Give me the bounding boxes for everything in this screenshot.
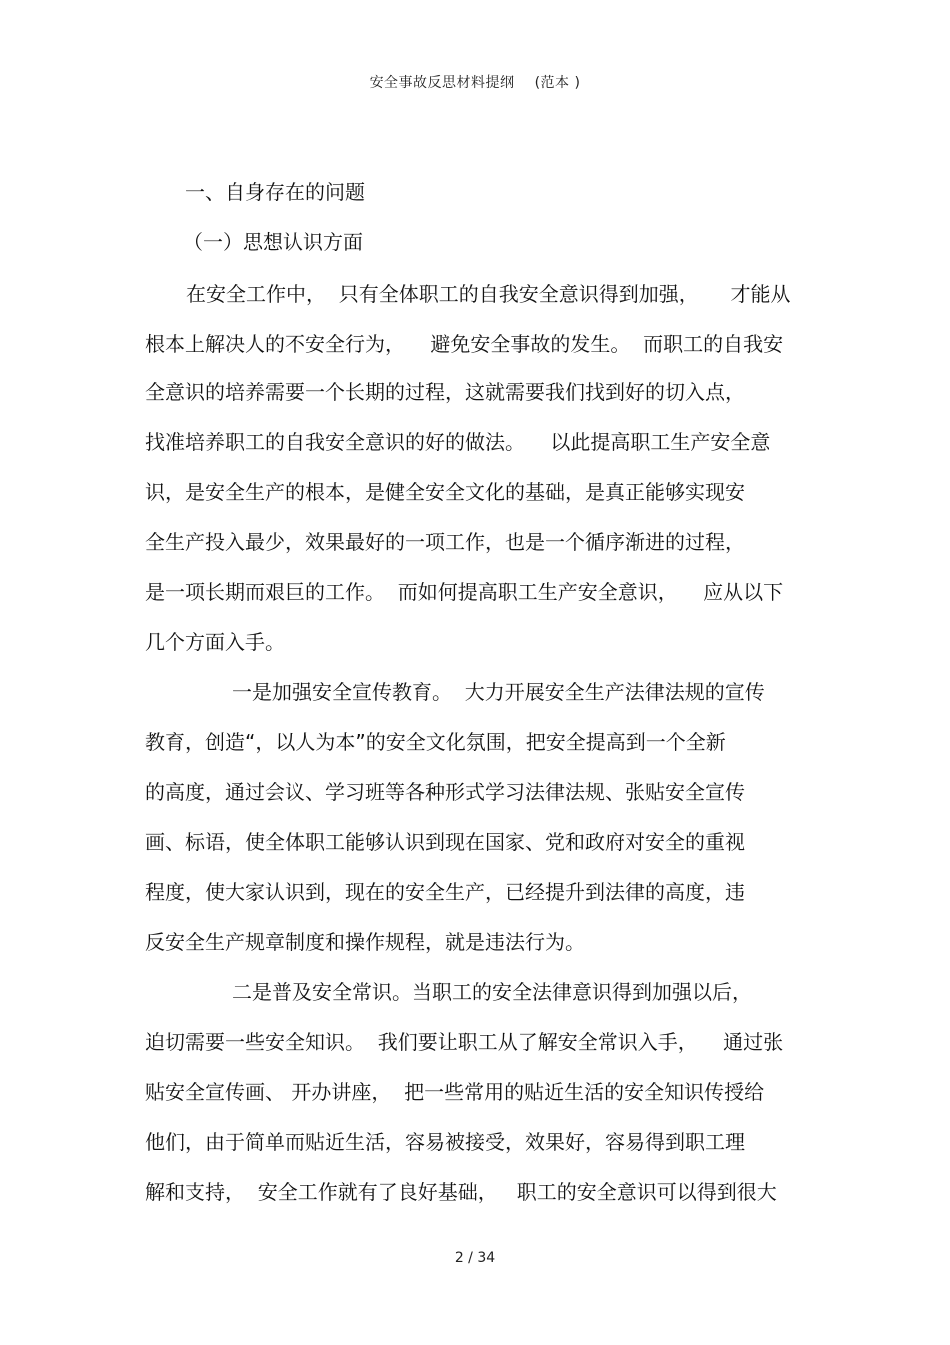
- paragraph-1-line-3: 全意识的培养需要一个长期的过程，这就需要我们找到好的切入点，: [145, 380, 745, 404]
- paragraph-3-line-4: 他们，由于简单而贴近生活，容易被接受，效果好，容易得到职工理: [145, 1130, 745, 1154]
- paragraph-3-line-1: 二是普及安全常识。当职工的安全法律意识得到加强以后，: [232, 980, 752, 1004]
- paragraph-2-line-4: 画、标语，使全体职工能够认识到现在国家、党和政府对安全的重视: [145, 830, 745, 854]
- header-note: (范本 ): [534, 75, 581, 91]
- section-heading: 一、自身存在的问题: [185, 180, 365, 204]
- paragraph-1-line-1: 在安全工作中， 只有全体职工的自我安全意识得到加强， 才能从: [186, 282, 791, 306]
- paragraph-1-line-4: 找准培养职工的自我安全意识的好的做法。 以此提高职工生产安全意: [145, 430, 771, 454]
- paragraph-3-line-5: 解和支持， 安全工作就有了良好基础， 职工的安全意识可以得到很大: [145, 1180, 777, 1204]
- section-subheading: （一）思想认识方面: [183, 230, 363, 254]
- page-number: 2 / 34: [454, 1250, 496, 1266]
- paragraph-2-line-5: 程度，使大家认识到，现在的安全生产，已经提升到法律的高度，违: [145, 880, 745, 904]
- paragraph-1-line-5: 识，是安全生产的根本，是健全安全文化的基础，是真正能够实现安: [145, 480, 745, 504]
- paragraph-1-line-6: 全生产投入最少，效果最好的一项工作，也是一个循序渐进的过程，: [145, 530, 745, 554]
- paragraph-2-line-1: 一是加强安全宣传教育。 大力开展安全生产法律法规的宣传: [232, 680, 765, 704]
- header-title: 安全事故反思材料提纲: [369, 75, 515, 91]
- paragraph-1-line-8: 几个方面入手。: [145, 630, 285, 654]
- paragraph-3-line-2: 迫切需要一些安全知识。 我们要让职工从了解安全常识入手， 通过张: [145, 1030, 784, 1054]
- paragraph-3-line-3: 贴安全宣传画、 开办讲座， 把一些常用的贴近生活的安全知识传授给: [145, 1080, 765, 1104]
- paragraph-1-line-2: 根本上解决人的不安全行为， 避免安全事故的发生。 而职工的自我安: [145, 332, 784, 356]
- paragraph-1-line-7: 是一项长期而艰巨的工作。 而如何提高职工生产安全意识， 应从以下: [145, 580, 784, 604]
- paragraph-2-line-3: 的高度，通过会议、学习班等各种形式学习法律法规、张贴安全宣传: [145, 780, 745, 804]
- running-header: [0, 72, 950, 92]
- paragraph-2-line-6: 反安全生产规章制度和操作规程，就是违法行为。: [145, 930, 585, 954]
- paragraph-2-line-2: 教育，创造“，以人为本”的安全文化氛围，把安全提高到一个全新: [145, 730, 726, 754]
